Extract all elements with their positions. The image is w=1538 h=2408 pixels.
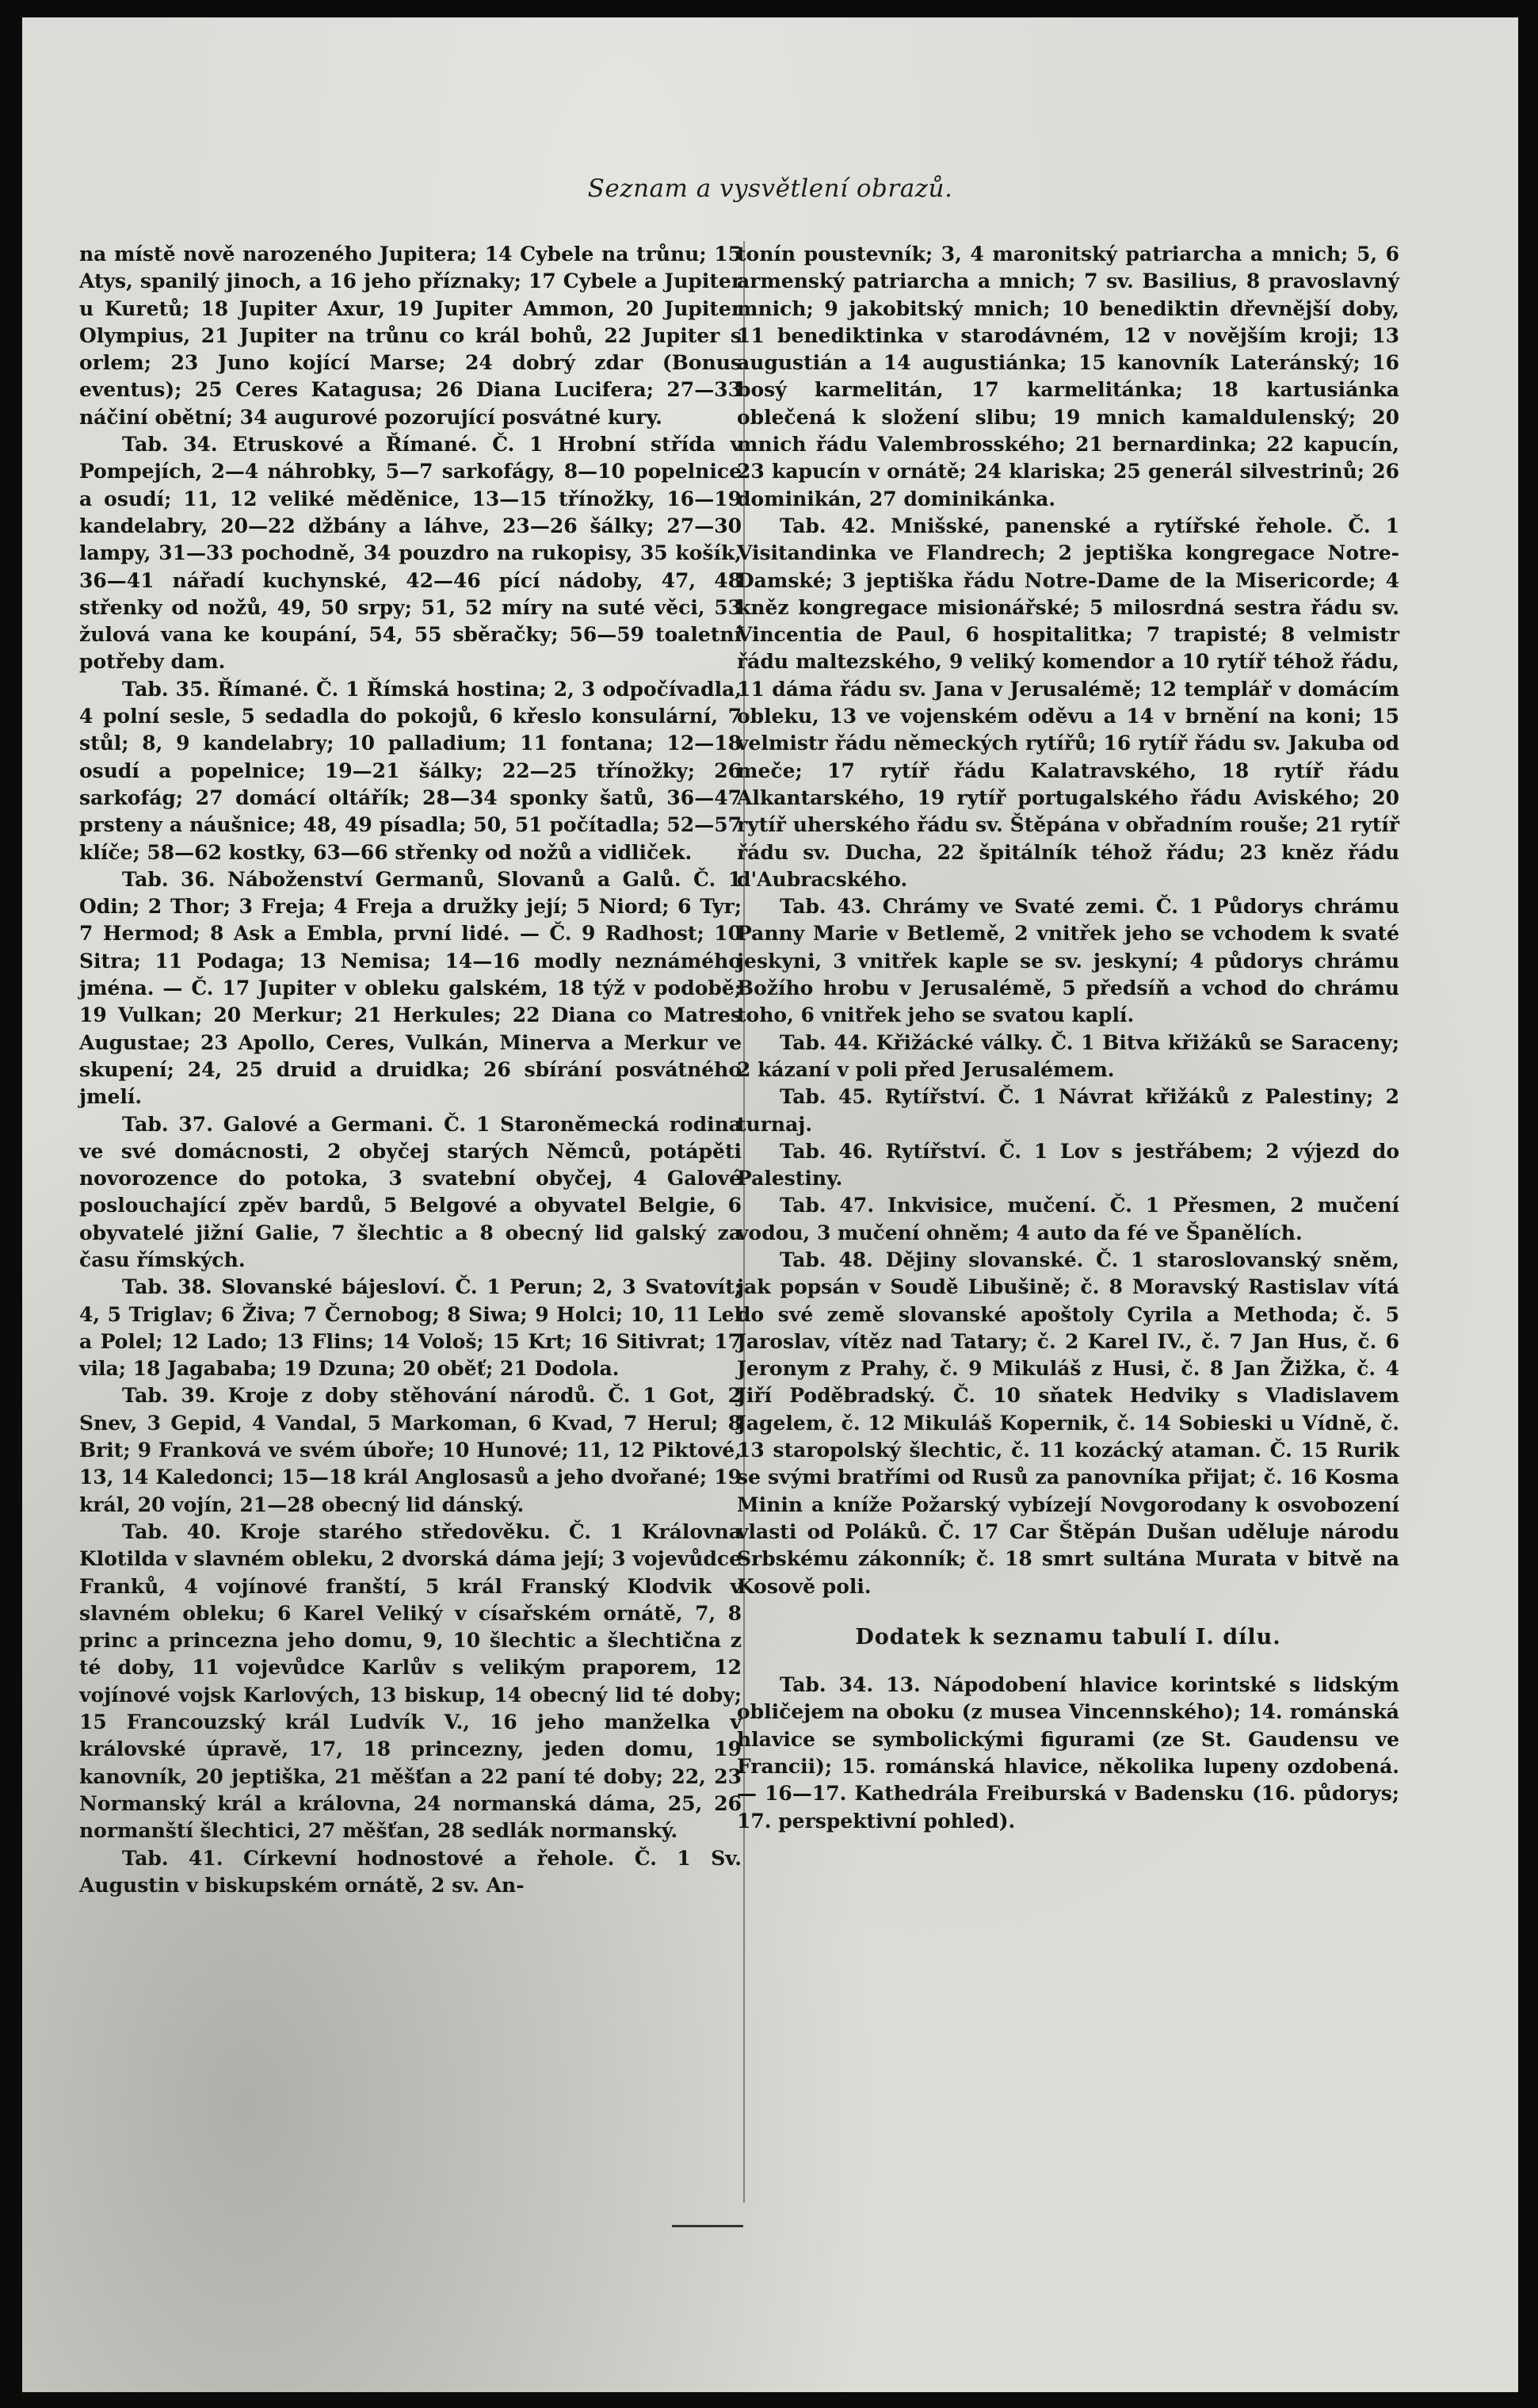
paragraph: Tab. 35. Římané. Č. 1 Římská hostina; 2, 3 odpočívadla, 4 polní sesle, 5 sedadla do pokojů, 6 křeslo konsulární, 7 stůl; 8, 9 kandelabry; 10 palladium; 11 fontana; 12—18 osudí a popelnice; 19—21 šálky; 22—25 třínožky; 26 sarkofág; 27 domácí oltářík; 28—34 sponky šatů, 36—47 prsteny a náušnice; 48, 49 písadla; 50, 51 počítadla; 52—57 klíče; 58—62 kostky, 63—66 střenky od nožů a vidliček.: [79, 677, 742, 864]
paragraph: Tab. 44. Křižácké války. Č. 1 Bitva křižáků se Saraceny; 2 kázaní v poli před Jerusalémem.: [737, 1030, 1399, 1081]
paragraph: Tab. 34. 13. Nápodobení hlavice korintské s lidským obličejem na oboku (z musea Vincennského); 14. románská hlavice se symbolickými figurami (ze St. Gaudensu ve Francii); 15. románská hlavice, několika lupeny ozdobená. — 16—17. Kathedrála Freiburská v Badensku (16. půdorys; 17. perspektivní pohled).: [737, 1673, 1399, 1833]
paragraph: Tab. 45. Rytířství. Č. 1 Návrat křižáků z Palestiny; 2 turnaj.: [737, 1085, 1399, 1136]
page-header: Seznam a vysvětlení obrazů.: [587, 174, 953, 203]
footer-rule: [672, 2225, 743, 2227]
paragraph: Tab. 39. Kroje z doby stěhování národů. Č. 1 Got, 2 Snev, 3 Gepid, 4 Vandal, 5 Markoman, 6 Kvad, 7 Herul; 8 Brit; 9 Franková ve svém úboře; 10 Hunové; 11, 12 Piktové, 13, 14 Kaledonci; 15—18 král Anglosasů a jeho dvořané; 19 král, 20 vojín, 21—28 obecný lid dánský.: [79, 1384, 742, 1516]
paragraph: Tab. 37. Galové a Germani. Č. 1 Staroněmecká rodina ve své domácnosti, 2 obyčej starých Němců, potápěti novorozence do potoka, 3 svatební obyčej, 4 Galové poslouchající zpěv bardů, 5 Belgové a obyvatel Belgie, 6 obyvatelé jižní Galie, 7 šlechtic a 8 obecný lid galský za času římských.: [79, 1112, 742, 1271]
book-page: [22, 17, 1518, 2392]
right-column: [737, 241, 1399, 1835]
paragraph: Tab. 41. Církevní hodnostové a řehole. Č. 1 Sv. Augustin v biskupském ornátě, 2 sv. An-: [79, 1846, 742, 1897]
paragraph: Tab. 46. Rytířství. Č. 1 Lov s jestřábem; 2 výjezd do Palestiny.: [737, 1139, 1399, 1191]
left-column: [79, 241, 742, 1899]
paragraph: na místě nově narozeného Jupitera; 14 Cybele na trůnu; 15 Atys, spanilý jinoch, a 16 jeho příznaky; 17 Cybele a Jupiter u Kuretů; 18 Jupiter Axur, 19 Jupiter Ammon, 20 Jupiter Olympius, 21 Jupiter na trůnu co král bohů, 22 Jupiter s orlem; 23 Juno kojící Marse; 24 dobrý zdar (Bonus eventus); 25 Ceres Katagusa; 26 Diana Lucifera; 27—33 náčiní obětní; 34 augurové pozorující posvátné kury.: [79, 243, 742, 429]
paragraph: Tab. 34. Etruskové a Římané. Č. 1 Hrobní střída v Pompejích, 2—4 náhrobky, 5—7 sarkofágy, 8—10 popelnice a osudí; 11, 12 veliké měděnice, 13—15 třínožky, 16—19 kandelabry, 20—22 džbány a láhve, 23—26 šálky; 27—30 lampy, 31—33 pochodně, 34 pouzdro na rukopisy, 35 košík, 36—41 nářadí kuchynské, 42—46 pící nádoby, 47, 48 střenky od nožů, 49, 50 srpy; 51, 52 míry na suté věci, 53 žulová vana ke koupání, 54, 55 sběračky; 56—59 toaletní potřeby dam.: [79, 433, 742, 674]
paragraph: Tab. 40. Kroje starého středověku. Č. 1 Královna Klotilda v slavném obleku, 2 dvorská dáma její; 3 vojevůdce Franků, 4 vojínové franští, 5 král Franský Klodvik v slavném obleku; 6 Karel Veliký v císařském ornátě, 7, 8 princ a princezna jeho domu, 9, 10 šlechtic a šlechtična z té doby, 11 vojevůdce Karlův s velikým praporem, 12 vojínové vojsk Karlových, 13 biskup, 14 obecný lid té doby; 15 Francouzský král Ludvík V., 16 jeho manželka v královské úpravě, 17, 18 princezny, jeden domu, 19 kanovník, 20 jeptiška, 21 měšťan a 22 paní té doby; 22, 23 Normanský král a královna, 24 normanská dáma, 25, 26 normanští šlechtici, 27 měšťan, 28 sedlák normanský.: [79, 1519, 742, 1843]
paragraph: Tab. 47. Inkvisice, mučení. Č. 1 Přesmen, 2 mučení vodou, 3 mučení ohněm; 4 auto da fé ve Španělích.: [737, 1194, 1399, 1244]
paragraph: Tab. 36. Náboženství Germanů, Slovanů a Galů. Č. 1 Odin; 2 Thor; 3 Freja; 4 Freja a družky její; 5 Niord; 6 Tyr; 7 Hermod; 8 Ask a Embla, první lidé. — Č. 9 Radhost; 10 Sitra; 11 Podaga; 13 Nemisa; 14—16 modly neznámého jména. — Č. 17 Jupiter v obleku galském, 18 týž v podobě; 19 Vulkan; 20 Merkur; 21 Herkules; 22 Diana co Matres Augustae; 23 Apollo, Ceres, Vulkán, Minerva a Merkur ve skupení; 24, 25 druid a druidka; 26 sbírání posvátného jmelí.: [79, 867, 742, 1109]
paragraph: tonín poustevník; 3, 4 maronitský patriarcha a mnich; 5, 6 armenský patriarcha a mnich; 7 sv. Basilius, 8 pravoslavný mnich; 9 jakobitský mnich; 10 benediktin dřevnější doby, 11 benediktinka v starodávném, 12 v novějším kroji; 13 augustián a 14 augustiánka; 15 kanovník Lateránský; 16 bosý karmelitán, 17 karmelitánka; 18 kartusiánka oblečená k složení slibu; 19 mnich kamaldulenský; 20 mnich řádu Valembrosského; 21 bernardinka; 22 kapucín, 23 kapucín v ornátě; 24 klariska; 25 generál silvestrinů; 26 dominikán, 27 dominikánka.: [737, 243, 1399, 510]
paragraph: Tab. 48. Dějiny slovanské. Č. 1 staroslovanský sněm, jak popsán v Soudě Libušině; č. 8 Moravský Rastislav vítá do své země slovanské apoštoly Cyrila a Methoda; č. 5 Jaroslav, vítěz nad Tatary; č. 2 Karel IV., č. 7 Jan Hus, č. 6 Jeronym z Prahy, č. 9 Mikuláš z Husi, č. 8 Jan Žižka, č. 4 Jiří Poděbradský. Č. 10 sňatek Hedviky s Vladislavem Jagelem, č. 12 Mikuláš Kopernik, č. 14 Sobieski u Vídně, č. 13 staropolský šlechtic, č. 11 kozácký ataman. Č. 15 Rurik se svými bratřími od Rusů za panovníka přijat; č. 16 Kosma Minin a kníže Požarský vybízejí Novgorodany k osvobození vlasti od Poláků. Č. 17 Car Štěpán Dušan uděluje národu Srbskému zákonník; č. 18 smrt sultána Murata v bitvě na Kosově poli.: [737, 1248, 1399, 1598]
paragraph: Tab. 42. Mnišské, panenské a rytířské řehole. Č. 1 Visitandinka ve Flandrech; 2 jeptiška kongregace Notre-Damské; 3 jeptiška řádu Notre-Dame de la Misericorde; 4 kněz kongregace misionářské; 5 milosrdná sestra řádu sv. Vincentia de Paul, 6 hospitalitka; 7 trapisté; 8 velmistr řádu maltezského, 9 veliký komendor a 10 rytíř téhož řádu, 11 dáma řádu sv. Jana v Jerusalémě; 12 templář v domácím obleku, 13 ve vojenském oděvu a 14 v brnění na koni; 15 velmistr řádu německých rytířů; 16 rytíř řádu sv. Jakuba od meče; 17 rytíř řádu Kalatravského, 18 rytíř řádu Alkantarského, 19 rytíř portugalského řádu Aviského; 20 rytíř uherského řádu sv. Štěpána v obřadním rouše; 21 rytíř řádu sv. Ducha, 22 špitálník téhož řádu; 23 kněz řádu d'Aubracského.: [737, 514, 1399, 891]
paragraph: Tab. 38. Slovanské bájesloví. Č. 1 Perun; 2, 3 Svatovít; 4, 5 Triglav; 6 Živa; 7 Černobog; 8 Siwa; 9 Holci; 10, 11 Lel a Polel; 12 Lado; 13 Flins; 14 Vološ; 15 Krt; 16 Sitivrat; 17 vila; 18 Jagababa; 19 Dzuna; 20 oběť; 21 Dodola.: [79, 1275, 742, 1381]
paragraph: Tab. 43. Chrámy ve Svaté zemi. Č. 1 Půdorys chrámu Panny Marie v Betlemě, 2 vnitřek jeho se vchodem k svaté jeskyni, 3 vnitřek kaple se sv. jeskyní; 4 půdorys chrámu Božího hrobu v Jerusalémě, 5 předsíň a vchod do chrámu toho, 6 vnitřek jeho se svatou kaplí.: [737, 895, 1399, 1027]
section-heading: Dodatek k seznamu tabulí I. dílu.: [855, 1624, 1281, 1649]
